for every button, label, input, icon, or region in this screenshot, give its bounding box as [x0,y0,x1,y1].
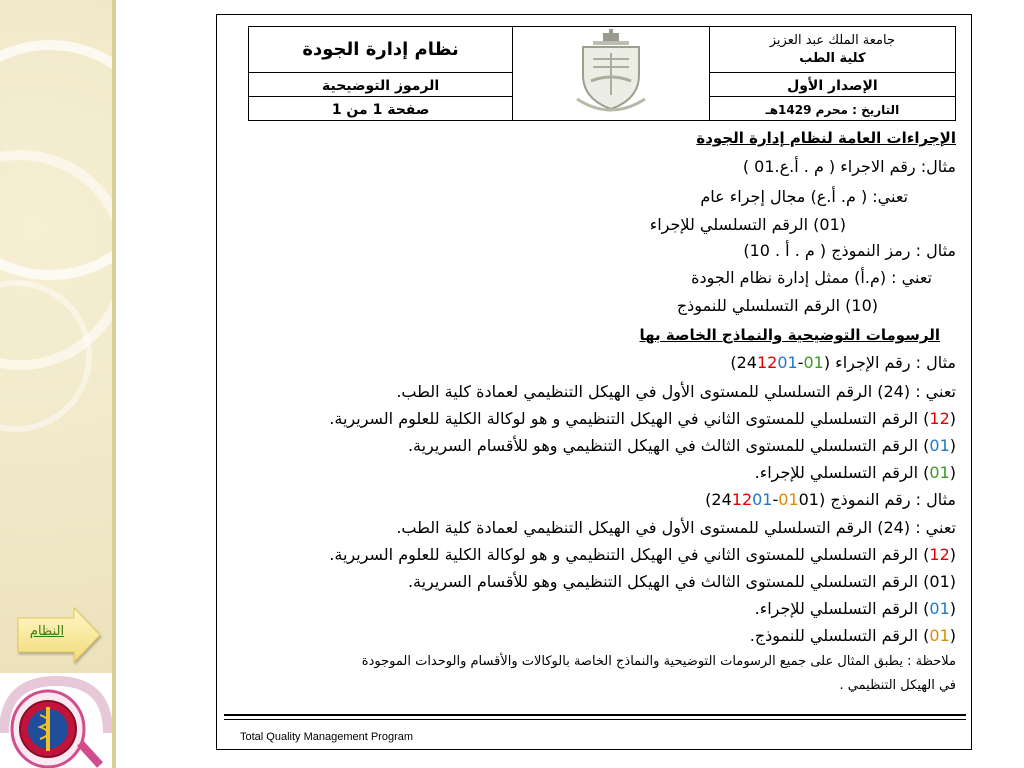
code-part: 01 [798,490,819,509]
meaning-number: 01 [929,599,950,618]
body-line: تعني: ( م. أ.ع) مجال إجراء عام [700,187,908,206]
meaning-number: 01 [929,463,950,482]
code-part: 12 [731,490,753,509]
code-part: 24 [736,353,757,372]
edition-label: الإصدار الأول [787,78,878,94]
page-number: صفحة 1 من 1 [331,102,430,118]
code-part: 12 [756,353,778,372]
faculty-logo [0,673,112,768]
footer-divider [224,719,966,720]
example-procedure-line [730,353,956,373]
meaning-line [750,626,956,646]
meaning-line [396,382,956,402]
body-line: مثال : رمز النموذج ( م . أ . 10) [743,241,956,260]
issue-date: التاريخ : محرم 1429هـ [765,103,900,117]
code-part: 01 [752,490,773,509]
subtitle-cell [249,73,513,97]
example-suffix: ) [705,490,712,509]
code-dash: - [797,353,804,372]
meaning-text: ) الرقم التسلسلي للمستوى الثالث في الهيكل التنظيمي وهو للأقسام السريرية. [407,436,930,455]
nav-arrow-label[interactable]: النظام [29,624,65,639]
code-part: 01 [803,353,824,372]
bracket: ( [949,436,956,455]
example-prefix: مثال : رقم الإجراء ( [823,353,956,372]
faculty-name: كلية الطب [799,50,866,66]
band-divider [112,0,116,768]
meaning-text: ) الرقم التسلسلي للمستوى الأول في الهيكل التنظيمي لعمادة كلية الطب. [396,382,884,401]
meaning-line [329,409,956,429]
meaning-line [329,545,956,565]
university-cell [709,27,955,73]
meaning-number: 01 [929,572,950,591]
note-line: ملاحظة : يطبق المثال على جميع الرسومات التوضيحية والنماذج الخاصة بالوكالات والأقسام والوحدات الموجودة [361,654,956,669]
edition-cell [709,73,955,97]
university-seal-icon [563,29,659,115]
example-suffix: ) [730,353,737,372]
footer-divider [224,714,966,716]
meaning-text: ) الرقم التسلسلي للإجراء. [754,599,930,618]
meaning-number: 01 [929,436,950,455]
meaning-line [408,436,956,456]
code-dash: - [772,490,779,509]
meaning-text: ) الرقم التسلسلي للمستوى الثاني في الهيكل التنظيمي و هو لوكالة الكلية للعلوم السريرية. [329,545,930,564]
code-part: 24 [711,490,732,509]
code-part: 01 [778,490,799,509]
meaning-prefix: تعني : ( [903,382,956,401]
meaning-number: 24 [883,382,904,401]
meaning-text: ) الرقم التسلسلي للمستوى الثاني في الهيكل التنظيمي و هو لوكالة الكلية للعلوم السريرية. [329,409,930,428]
bracket: ( [949,463,956,482]
meaning-text: ) الرقم التسلسلي للمستوى الثالث في الهيكل التنظيمي وهو للأقسام السريرية. [407,572,930,591]
meaning-number: 12 [929,545,950,564]
note-line: في الهيكل التنظيمي . [839,678,956,693]
nav-arrow-button[interactable] [16,606,102,664]
example-code [737,353,824,372]
bracket: ( [949,409,956,428]
document-header-table [248,26,956,121]
date-cell [709,97,955,121]
body-line: (10) الرقم التسلسلي للنموذج [676,296,878,315]
footer-program-name: Total Quality Management Program [240,731,414,743]
bracket: ( [949,572,956,591]
page-number-cell [249,97,513,121]
bracket: ( [949,545,956,564]
meaning-line [396,518,956,538]
example-code [711,490,819,509]
bracket: ( [949,599,956,618]
body-line: مثال: رقم الاجراء ( م . أ.ع.01 ) [742,157,956,176]
meaning-number: 12 [929,409,950,428]
body-line: تعني : (م.أ) ممثل إدارة نظام الجودة [691,268,932,287]
example-prefix: مثال : رقم النموذج ( [818,490,956,509]
section-heading: الرسومات التوضيحية والنماذج الخاصة بها [639,326,940,344]
meaning-prefix: تعني : ( [903,518,956,537]
code-part: 01 [777,353,798,372]
bracket: ( [949,626,956,645]
system-title-cell [249,27,513,73]
university-name: جامعة الملك عبد العزيز [769,32,896,48]
meaning-text: ) الرقم التسلسلي للإجراء. [754,463,930,482]
meaning-number: 01 [929,626,950,645]
meaning-line [408,572,956,592]
meaning-text: ) الرقم التسلسلي للنموذج. [749,626,930,645]
meaning-text: ) الرقم التسلسلي للمستوى الأول في الهيكل التنظيمي لعمادة كلية الطب. [396,518,884,537]
meaning-line [755,599,956,619]
example-form-line [705,490,956,510]
document-subtitle: الرموز التوضيحية [321,78,440,94]
body-line: (01) الرقم التسلسلي للإجراء [649,215,846,234]
meaning-number: 24 [883,518,904,537]
section-heading: الإجراءات العامة لنظام إدارة الجودة [696,129,956,147]
meaning-line [755,463,956,483]
university-logo-cell [513,27,710,121]
system-title: نظام إدارة الجودة [302,39,459,60]
